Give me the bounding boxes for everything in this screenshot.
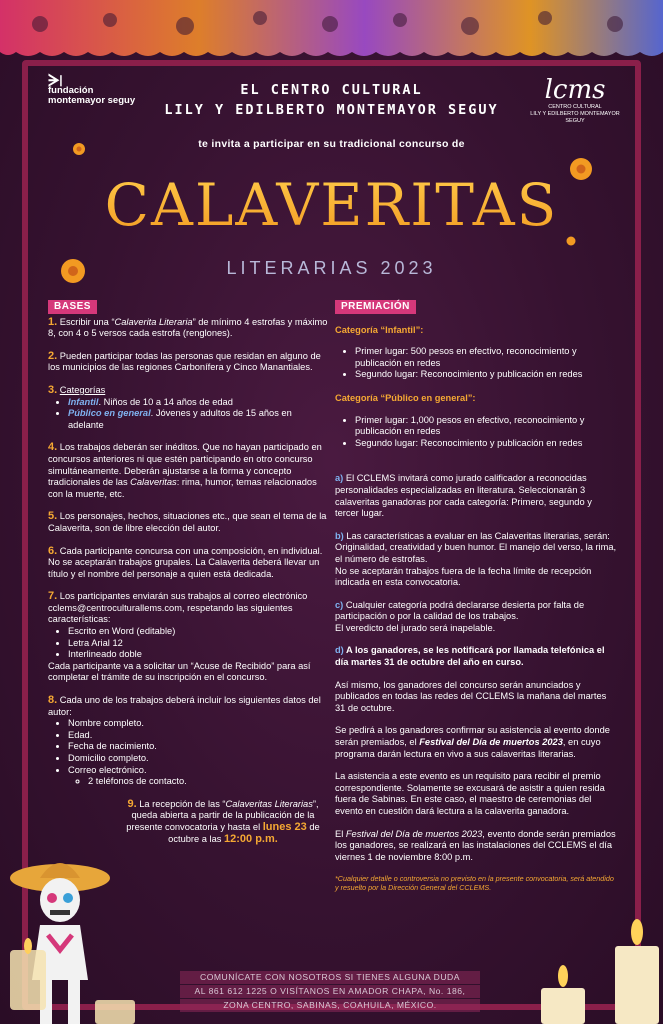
category-desc: . Niños de 10 a 14 años de edad xyxy=(98,396,233,407)
confirmation-text xyxy=(335,725,618,760)
base-number: 9. xyxy=(127,797,137,810)
category-desc: . Jóvenes y adultos de 15 años en adelante xyxy=(68,408,292,430)
rule-d xyxy=(335,645,618,668)
base-text: Pueden participar todas las personas que residan en alguno de los municipios de las regiones Carbonífera y Cinco Manantiales. xyxy=(48,350,321,373)
marigold-icon xyxy=(72,142,86,156)
deadline-time: 12:00 p.m. xyxy=(224,832,278,845)
header-institution xyxy=(0,80,663,120)
footer-line1: COMUNÍCATE CON NOSOTROS SI TIENES ALGUNA DUDA xyxy=(180,971,480,984)
logo-left-line1: fundación xyxy=(48,85,94,96)
base-9 xyxy=(118,799,328,845)
rule-c xyxy=(335,600,618,635)
deadline-date: lunes 23 xyxy=(262,820,307,833)
marigold-icon xyxy=(566,236,576,246)
cclems-logo-line1: CENTRO CULTURAL xyxy=(548,104,602,110)
attendance-text: La asistencia a este evento es un requisito para recibir el premio correspondiente. Solamente se excusará de asistir a quien resida fuera de Sabinas. En este caso, el maestro de ceremonias del evento en cuestión dará lectura a la calaverita ganadora. xyxy=(335,771,605,816)
base-3 xyxy=(48,385,328,431)
rule-text: No se aceptarán trabajos fuera de la fecha límite de recepción indicada en esta convocatoria. xyxy=(335,565,592,588)
prize-item: • Primer lugar: 500 pesos en efectivo, reconocimiento y publicación en redes xyxy=(355,346,618,369)
rule-letter: a) xyxy=(335,473,344,484)
prize-item: • Segundo lugar: Reconocimiento y publicación en redes xyxy=(355,438,618,450)
author-data-item: • Domicilio completo. xyxy=(68,753,328,765)
base-text: Cada participante concursa con una composición, en individual. No se aceptarán trabajos grupales. La Calaverita deberá llevar un título y el nombre del personaje a quien está dedicada. xyxy=(48,545,323,579)
rule-b xyxy=(335,531,618,589)
prize-category-heading: Categoría “Infantil”: xyxy=(335,324,424,335)
rule-text: A los ganadores, se les notificará por llamada telefónica el día martes 31 de octubre del año en curso. xyxy=(335,645,605,668)
bases-section xyxy=(48,300,328,856)
cclems-logo-line2: LILY Y EDILBERTO MONTEMAYOR SEGUY xyxy=(530,111,620,124)
header-line1: EL CENTRO CULTURAL xyxy=(240,82,423,98)
author-data-item: • Fecha de nacimiento. xyxy=(68,741,328,753)
footer-line2: AL 861 612 1225 O VISÍTANOS EN AMADOR CHAPA, No. 186, xyxy=(180,985,480,998)
festival-text xyxy=(335,829,618,864)
categories-heading: Categorías xyxy=(59,384,106,395)
candles-illustration xyxy=(535,918,663,1024)
base-number: 1. xyxy=(48,315,58,328)
prize-item: • Primer lugar: 1,000 pesos en efectivo, reconocimiento y publicación en redes xyxy=(355,415,618,438)
rule-letter: d) xyxy=(335,645,344,656)
base-text: Los trabajos deberán ser inéditos. Que no hayan participado en concursos anteriores ni que estén participando en otro concurso simultáneamente. Deberán ajustarse a la forma y concepto tradicionales de las xyxy=(48,442,322,488)
rule-text: El veredicto del jurado será inapelable. xyxy=(335,622,496,633)
catrina-skeleton-illustration xyxy=(0,850,160,1024)
base-text: Escribir una “ xyxy=(57,316,115,327)
requirement-item: • Letra Arial 12 xyxy=(68,638,328,650)
rule-text: El xyxy=(335,828,346,839)
base-text: Los participantes enviarán sus trabajos al correo electrónico cclems@centroculturallems.com, respetando las siguientes características: xyxy=(48,591,308,625)
base-number: 3. xyxy=(48,383,58,396)
author-data-subitem: ◦ 2 teléfonos de contacto. xyxy=(88,776,328,788)
festival-name: Festival del Día de muertos 2023 xyxy=(345,828,483,839)
rule-text: El CCLEMS invitará como jurado calificador a reconocidas personalidades especializadas en literatura. Seleccionarán 3 calaveritas ganadoras por cada categoría: Primero, segundo y tercer lugar. xyxy=(335,473,592,519)
rule-text: , en cuyo programa darán lectura en vivo a sus calaveritas literarias. xyxy=(335,737,601,759)
contact-footer xyxy=(180,970,480,1013)
logo-left-line2: montemayor seguy xyxy=(48,95,136,106)
base-8 xyxy=(48,695,328,788)
category-name: Infantil xyxy=(68,396,99,407)
rule-a xyxy=(335,473,618,519)
base-4 xyxy=(48,442,328,500)
premiacion-section xyxy=(335,300,618,892)
base-text: Los personajes, hechos, situaciones etc., que sean el tema de la Calaverita, son de libre elección del autor. xyxy=(48,511,327,533)
premiacion-tag: PREMIACIÓN xyxy=(335,300,416,314)
base-text: Cada participante va a solicitar un “Acuse de Recibido” para así completar el trámite de su inscripción en el concurso. xyxy=(48,660,311,683)
base-text: Cada uno de los trabajos deberá incluir los siguientes datos del autor: xyxy=(48,695,321,717)
category-item xyxy=(68,397,328,409)
base-number: 4. xyxy=(48,441,58,454)
category-item xyxy=(68,408,328,431)
prize-category-heading: Categoría “Público en general”: xyxy=(335,392,476,403)
page-subtitle: LITERARIAS 2023 xyxy=(226,258,437,278)
rule-text: Las características a evaluar en las Calaveritas literarias, serán: Originalidad, creatividad y buen humor. El manejo del verso, la rima, el número de estrofas. xyxy=(335,530,617,564)
base-text: de octubre a las xyxy=(168,821,320,844)
base-number: 2. xyxy=(48,349,58,362)
base-text: ”, queda abierta a partir de la publicación de la presente convocatoria y hasta el xyxy=(126,798,319,832)
invite-text: te invita a participar en su tradicional concurso de xyxy=(198,138,465,150)
category-name: Público en general xyxy=(68,408,151,419)
festival-name: Festival del Día de muertos 2023 xyxy=(419,737,563,748)
author-data-item: • Edad. xyxy=(68,730,328,742)
base-number: 8. xyxy=(48,694,58,707)
base-6 xyxy=(48,546,328,581)
base-1 xyxy=(48,317,328,340)
base-emphasis: Calaveritas xyxy=(130,477,177,488)
base-2 xyxy=(48,351,328,374)
base-emphasis: Calaverita Literaria xyxy=(114,316,193,327)
marigold-icon xyxy=(569,157,593,181)
header-line2: LILY Y EDILBERTO MONTEMAYOR SEGUY xyxy=(164,102,499,118)
bases-tag: BASES xyxy=(48,300,97,314)
marigold-icon xyxy=(60,258,86,284)
logo-mark-icon: ᗒ৷ xyxy=(48,71,63,90)
announcement-text: Así mismo, los ganadores del concurso serán anunciados y publicados en todas las redes del CCLEMS la mañana del martes 31 de octubre. xyxy=(335,679,607,713)
base-emphasis: Calaveritas Literarias xyxy=(225,798,313,809)
base-number: 5. xyxy=(48,510,58,523)
rule-letter: b) xyxy=(335,530,344,541)
page-title: CALAVERITAS xyxy=(0,170,663,240)
author-data-item: • Nombre completo. xyxy=(68,718,328,730)
requirement-item: • Interlineado doble xyxy=(68,649,328,661)
base-text: ” de mínimo 4 estrofas y máximo 8, con 4 o 5 versos cada estrofa (renglones). xyxy=(48,316,328,339)
base-text: : rima, humor, temas relacionados con la muerte, etc. xyxy=(48,477,317,499)
rule-text: , evento donde serán premiados los ganadores, se realizará en las instalaciones del CCLEMS el día viernes 1 de noviembre 8:00 p.m. xyxy=(335,828,616,862)
cclems-logo-mark: lcms xyxy=(544,75,606,105)
base-text: La recepción de las “ xyxy=(136,798,226,809)
footer-line3: ZONA CENTRO, SABINAS, COAHUILA, MÉXICO. xyxy=(180,999,480,1012)
rule-text: Cualquier categoría podrá declararse desierta por falta de participación o por la calidad de los trabajos. xyxy=(335,599,585,622)
base-7 xyxy=(48,591,328,684)
requirement-item: • Escrito en Word (editable) xyxy=(68,626,328,638)
rule-text: Se pedirá a los ganadores confirmar su asistencia al evento donde serán premiados, el xyxy=(335,725,610,748)
author-data-label: Correo electrónico. xyxy=(68,764,147,775)
rule-letter: c) xyxy=(335,599,344,610)
base-5 xyxy=(48,511,328,534)
base-number: 7. xyxy=(48,590,58,603)
author-data-item xyxy=(68,765,328,788)
prize-item: • Segundo lugar: Reconocimiento y publicación en redes xyxy=(355,369,618,381)
disclaimer-note: *Cualquier detalle o controversia no previsto en la presente convocatoria, será atendido y resuelto por la Dirección General del CCLEMS. xyxy=(335,874,614,893)
base-number: 6. xyxy=(48,544,58,557)
